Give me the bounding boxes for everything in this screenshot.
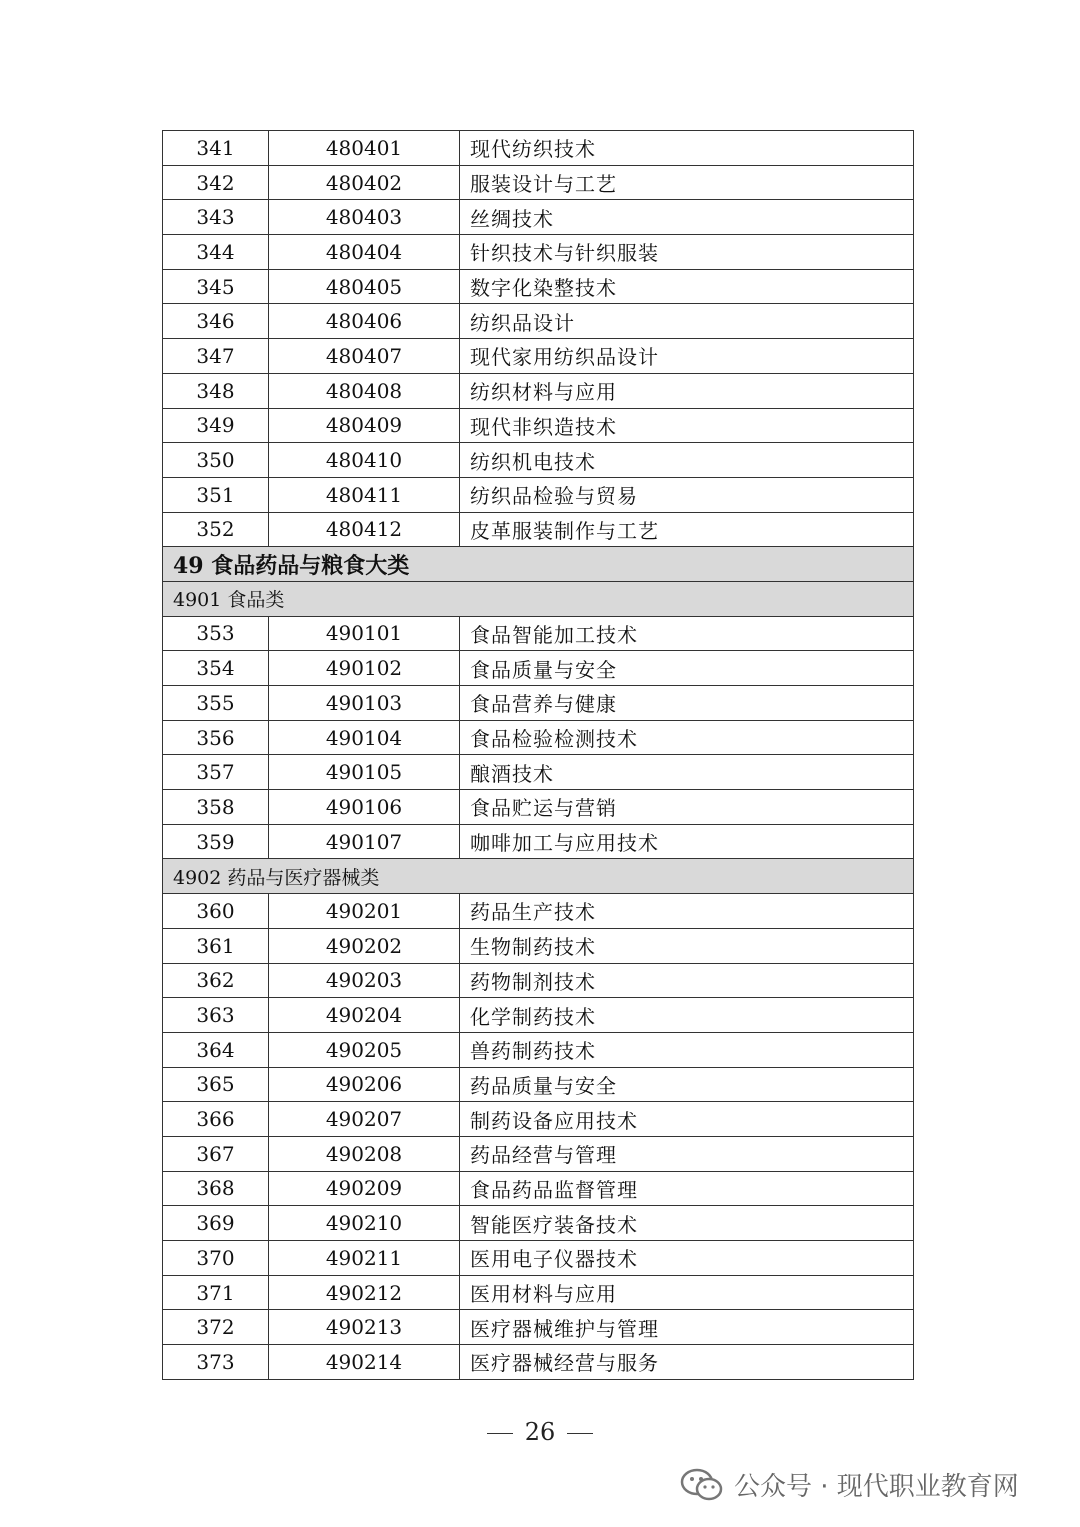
row-number-cell: 359 bbox=[163, 824, 269, 859]
row-number-cell: 349 bbox=[163, 408, 269, 443]
major-code-cell: 490207 bbox=[269, 1102, 460, 1137]
subcategory-header: 4901 食品类 bbox=[163, 581, 914, 616]
table-row bbox=[163, 824, 914, 859]
table-row bbox=[163, 1310, 914, 1345]
row-number-cell: 344 bbox=[163, 235, 269, 270]
major-name-cell: 纺织品设计 bbox=[460, 304, 914, 339]
major-code-cell: 490102 bbox=[269, 651, 460, 686]
major-code-cell: 490101 bbox=[269, 616, 460, 651]
major-name-cell: 食品营养与健康 bbox=[460, 686, 914, 721]
major-name-cell: 现代纺织技术 bbox=[460, 131, 914, 166]
major-name-cell: 医疗器械维护与管理 bbox=[460, 1310, 914, 1345]
major-code-cell: 490201 bbox=[269, 894, 460, 929]
table-row bbox=[163, 1275, 914, 1310]
row-number-cell: 345 bbox=[163, 269, 269, 304]
major-code-cell: 490107 bbox=[269, 824, 460, 859]
major-code-cell: 490105 bbox=[269, 755, 460, 790]
major-code-cell: 480412 bbox=[269, 512, 460, 547]
major-code-cell: 480405 bbox=[269, 269, 460, 304]
major-code-cell: 480408 bbox=[269, 373, 460, 408]
major-code-cell: 480402 bbox=[269, 165, 460, 200]
row-number-cell: 352 bbox=[163, 512, 269, 547]
table-row bbox=[163, 1206, 914, 1241]
wechat-icon bbox=[680, 1468, 724, 1502]
row-number-cell: 358 bbox=[163, 790, 269, 825]
major-code-cell: 490211 bbox=[269, 1241, 460, 1276]
major-name-cell: 制药设备应用技术 bbox=[460, 1102, 914, 1137]
table-row bbox=[163, 686, 914, 721]
major-code-cell: 490106 bbox=[269, 790, 460, 825]
row-number-cell: 373 bbox=[163, 1345, 269, 1380]
major-name-cell: 医用电子仪器技术 bbox=[460, 1241, 914, 1276]
major-name-cell: 药物制剂技术 bbox=[460, 963, 914, 998]
major-name-cell: 服装设计与工艺 bbox=[460, 165, 914, 200]
row-number-cell: 366 bbox=[163, 1102, 269, 1137]
row-number-cell: 342 bbox=[163, 165, 269, 200]
row-number-cell: 361 bbox=[163, 928, 269, 963]
major-code-cell: 490212 bbox=[269, 1275, 460, 1310]
subcategory-header: 4902 药品与医疗器械类 bbox=[163, 859, 914, 894]
major-catalog-table bbox=[162, 130, 914, 1380]
major-code-cell: 490104 bbox=[269, 720, 460, 755]
major-name-cell: 食品药品监督管理 bbox=[460, 1171, 914, 1206]
major-name-cell: 医用材料与应用 bbox=[460, 1275, 914, 1310]
table-row bbox=[163, 1345, 914, 1380]
major-name-cell: 药品质量与安全 bbox=[460, 1067, 914, 1102]
row-number-cell: 341 bbox=[163, 131, 269, 166]
major-name-cell: 丝绸技术 bbox=[460, 200, 914, 235]
major-code-cell: 480410 bbox=[269, 443, 460, 478]
row-number-cell: 346 bbox=[163, 304, 269, 339]
major-name-cell: 食品质量与安全 bbox=[460, 651, 914, 686]
table-row bbox=[163, 651, 914, 686]
major-name-cell: 食品检验检测技术 bbox=[460, 720, 914, 755]
major-code-cell: 480401 bbox=[269, 131, 460, 166]
table-row bbox=[163, 928, 914, 963]
table-row bbox=[163, 373, 914, 408]
major-code-cell: 480407 bbox=[269, 339, 460, 374]
page-number bbox=[0, 1418, 1080, 1446]
major-code-cell: 480411 bbox=[269, 477, 460, 512]
category-header-row bbox=[163, 547, 914, 582]
major-code-cell: 490214 bbox=[269, 1345, 460, 1380]
table-row bbox=[163, 477, 914, 512]
row-number-cell: 350 bbox=[163, 443, 269, 478]
watermark-text: 公众号 · 现代职业教育网 bbox=[734, 1472, 1019, 1502]
page-number-text: 26 bbox=[524, 1418, 556, 1446]
major-code-cell: 490209 bbox=[269, 1171, 460, 1206]
table-row bbox=[163, 1241, 914, 1276]
major-name-cell: 医疗器械经营与服务 bbox=[460, 1345, 914, 1380]
table-row bbox=[163, 720, 914, 755]
major-name-cell: 皮革服装制作与工艺 bbox=[460, 512, 914, 547]
major-name-cell: 智能医疗装备技术 bbox=[460, 1206, 914, 1241]
row-number-cell: 360 bbox=[163, 894, 269, 929]
major-name-cell: 药品生产技术 bbox=[460, 894, 914, 929]
major-name-cell: 纺织品检验与贸易 bbox=[460, 477, 914, 512]
table-row bbox=[163, 165, 914, 200]
row-number-cell: 364 bbox=[163, 1032, 269, 1067]
row-number-cell: 371 bbox=[163, 1275, 269, 1310]
table-row bbox=[163, 963, 914, 998]
row-number-cell: 356 bbox=[163, 720, 269, 755]
major-name-cell: 食品贮运与营销 bbox=[460, 790, 914, 825]
major-code-cell: 490204 bbox=[269, 998, 460, 1033]
major-name-cell: 咖啡加工与应用技术 bbox=[460, 824, 914, 859]
table-row bbox=[163, 894, 914, 929]
row-number-cell: 343 bbox=[163, 200, 269, 235]
major-name-cell: 针织技术与针织服装 bbox=[460, 235, 914, 270]
row-number-cell: 372 bbox=[163, 1310, 269, 1345]
table-row bbox=[163, 616, 914, 651]
table-row bbox=[163, 1171, 914, 1206]
row-number-cell: 368 bbox=[163, 1171, 269, 1206]
subcategory-header-row bbox=[163, 581, 914, 616]
major-name-cell: 纺织材料与应用 bbox=[460, 373, 914, 408]
major-code-cell: 480403 bbox=[269, 200, 460, 235]
major-name-cell: 兽药制药技术 bbox=[460, 1032, 914, 1067]
major-name-cell: 食品智能加工技术 bbox=[460, 616, 914, 651]
row-number-cell: 351 bbox=[163, 477, 269, 512]
row-number-cell: 367 bbox=[163, 1136, 269, 1171]
major-code-cell: 490103 bbox=[269, 686, 460, 721]
major-code-cell: 490203 bbox=[269, 963, 460, 998]
category-header: 49 食品药品与粮食大类 bbox=[163, 547, 914, 582]
major-name-cell: 药品经营与管理 bbox=[460, 1136, 914, 1171]
table-row bbox=[163, 269, 914, 304]
row-number-cell: 353 bbox=[163, 616, 269, 651]
table-row bbox=[163, 408, 914, 443]
row-number-cell: 370 bbox=[163, 1241, 269, 1276]
table-row bbox=[163, 339, 914, 374]
row-number-cell: 348 bbox=[163, 373, 269, 408]
table-row bbox=[163, 512, 914, 547]
table-row bbox=[163, 1136, 914, 1171]
row-number-cell: 362 bbox=[163, 963, 269, 998]
major-code-cell: 480406 bbox=[269, 304, 460, 339]
row-number-cell: 363 bbox=[163, 998, 269, 1033]
table-row bbox=[163, 1032, 914, 1067]
major-code-cell: 490210 bbox=[269, 1206, 460, 1241]
row-number-cell: 354 bbox=[163, 651, 269, 686]
row-number-cell: 355 bbox=[163, 686, 269, 721]
wechat-watermark bbox=[680, 1466, 1019, 1503]
major-name-cell: 生物制药技术 bbox=[460, 928, 914, 963]
major-name-cell: 酿酒技术 bbox=[460, 755, 914, 790]
major-name-cell: 化学制药技术 bbox=[460, 998, 914, 1033]
dash-right bbox=[567, 1433, 593, 1434]
row-number-cell: 357 bbox=[163, 755, 269, 790]
table-row bbox=[163, 131, 914, 166]
row-number-cell: 365 bbox=[163, 1067, 269, 1102]
table-row bbox=[163, 1067, 914, 1102]
table-row bbox=[163, 235, 914, 270]
table-row bbox=[163, 443, 914, 478]
major-code-cell: 490202 bbox=[269, 928, 460, 963]
major-code-cell: 490205 bbox=[269, 1032, 460, 1067]
major-code-cell: 490208 bbox=[269, 1136, 460, 1171]
major-name-cell: 现代家用纺织品设计 bbox=[460, 339, 914, 374]
major-code-cell: 490206 bbox=[269, 1067, 460, 1102]
major-name-cell: 纺织机电技术 bbox=[460, 443, 914, 478]
major-code-cell: 490213 bbox=[269, 1310, 460, 1345]
major-code-cell: 480409 bbox=[269, 408, 460, 443]
row-number-cell: 369 bbox=[163, 1206, 269, 1241]
table-row bbox=[163, 200, 914, 235]
table-row bbox=[163, 1102, 914, 1137]
subcategory-header-row bbox=[163, 859, 914, 894]
major-code-cell: 480404 bbox=[269, 235, 460, 270]
row-number-cell: 347 bbox=[163, 339, 269, 374]
table-row bbox=[163, 304, 914, 339]
table-row bbox=[163, 790, 914, 825]
table-row bbox=[163, 755, 914, 790]
dash-left bbox=[487, 1433, 513, 1434]
major-name-cell: 数字化染整技术 bbox=[460, 269, 914, 304]
table-row bbox=[163, 998, 914, 1033]
major-name-cell: 现代非织造技术 bbox=[460, 408, 914, 443]
